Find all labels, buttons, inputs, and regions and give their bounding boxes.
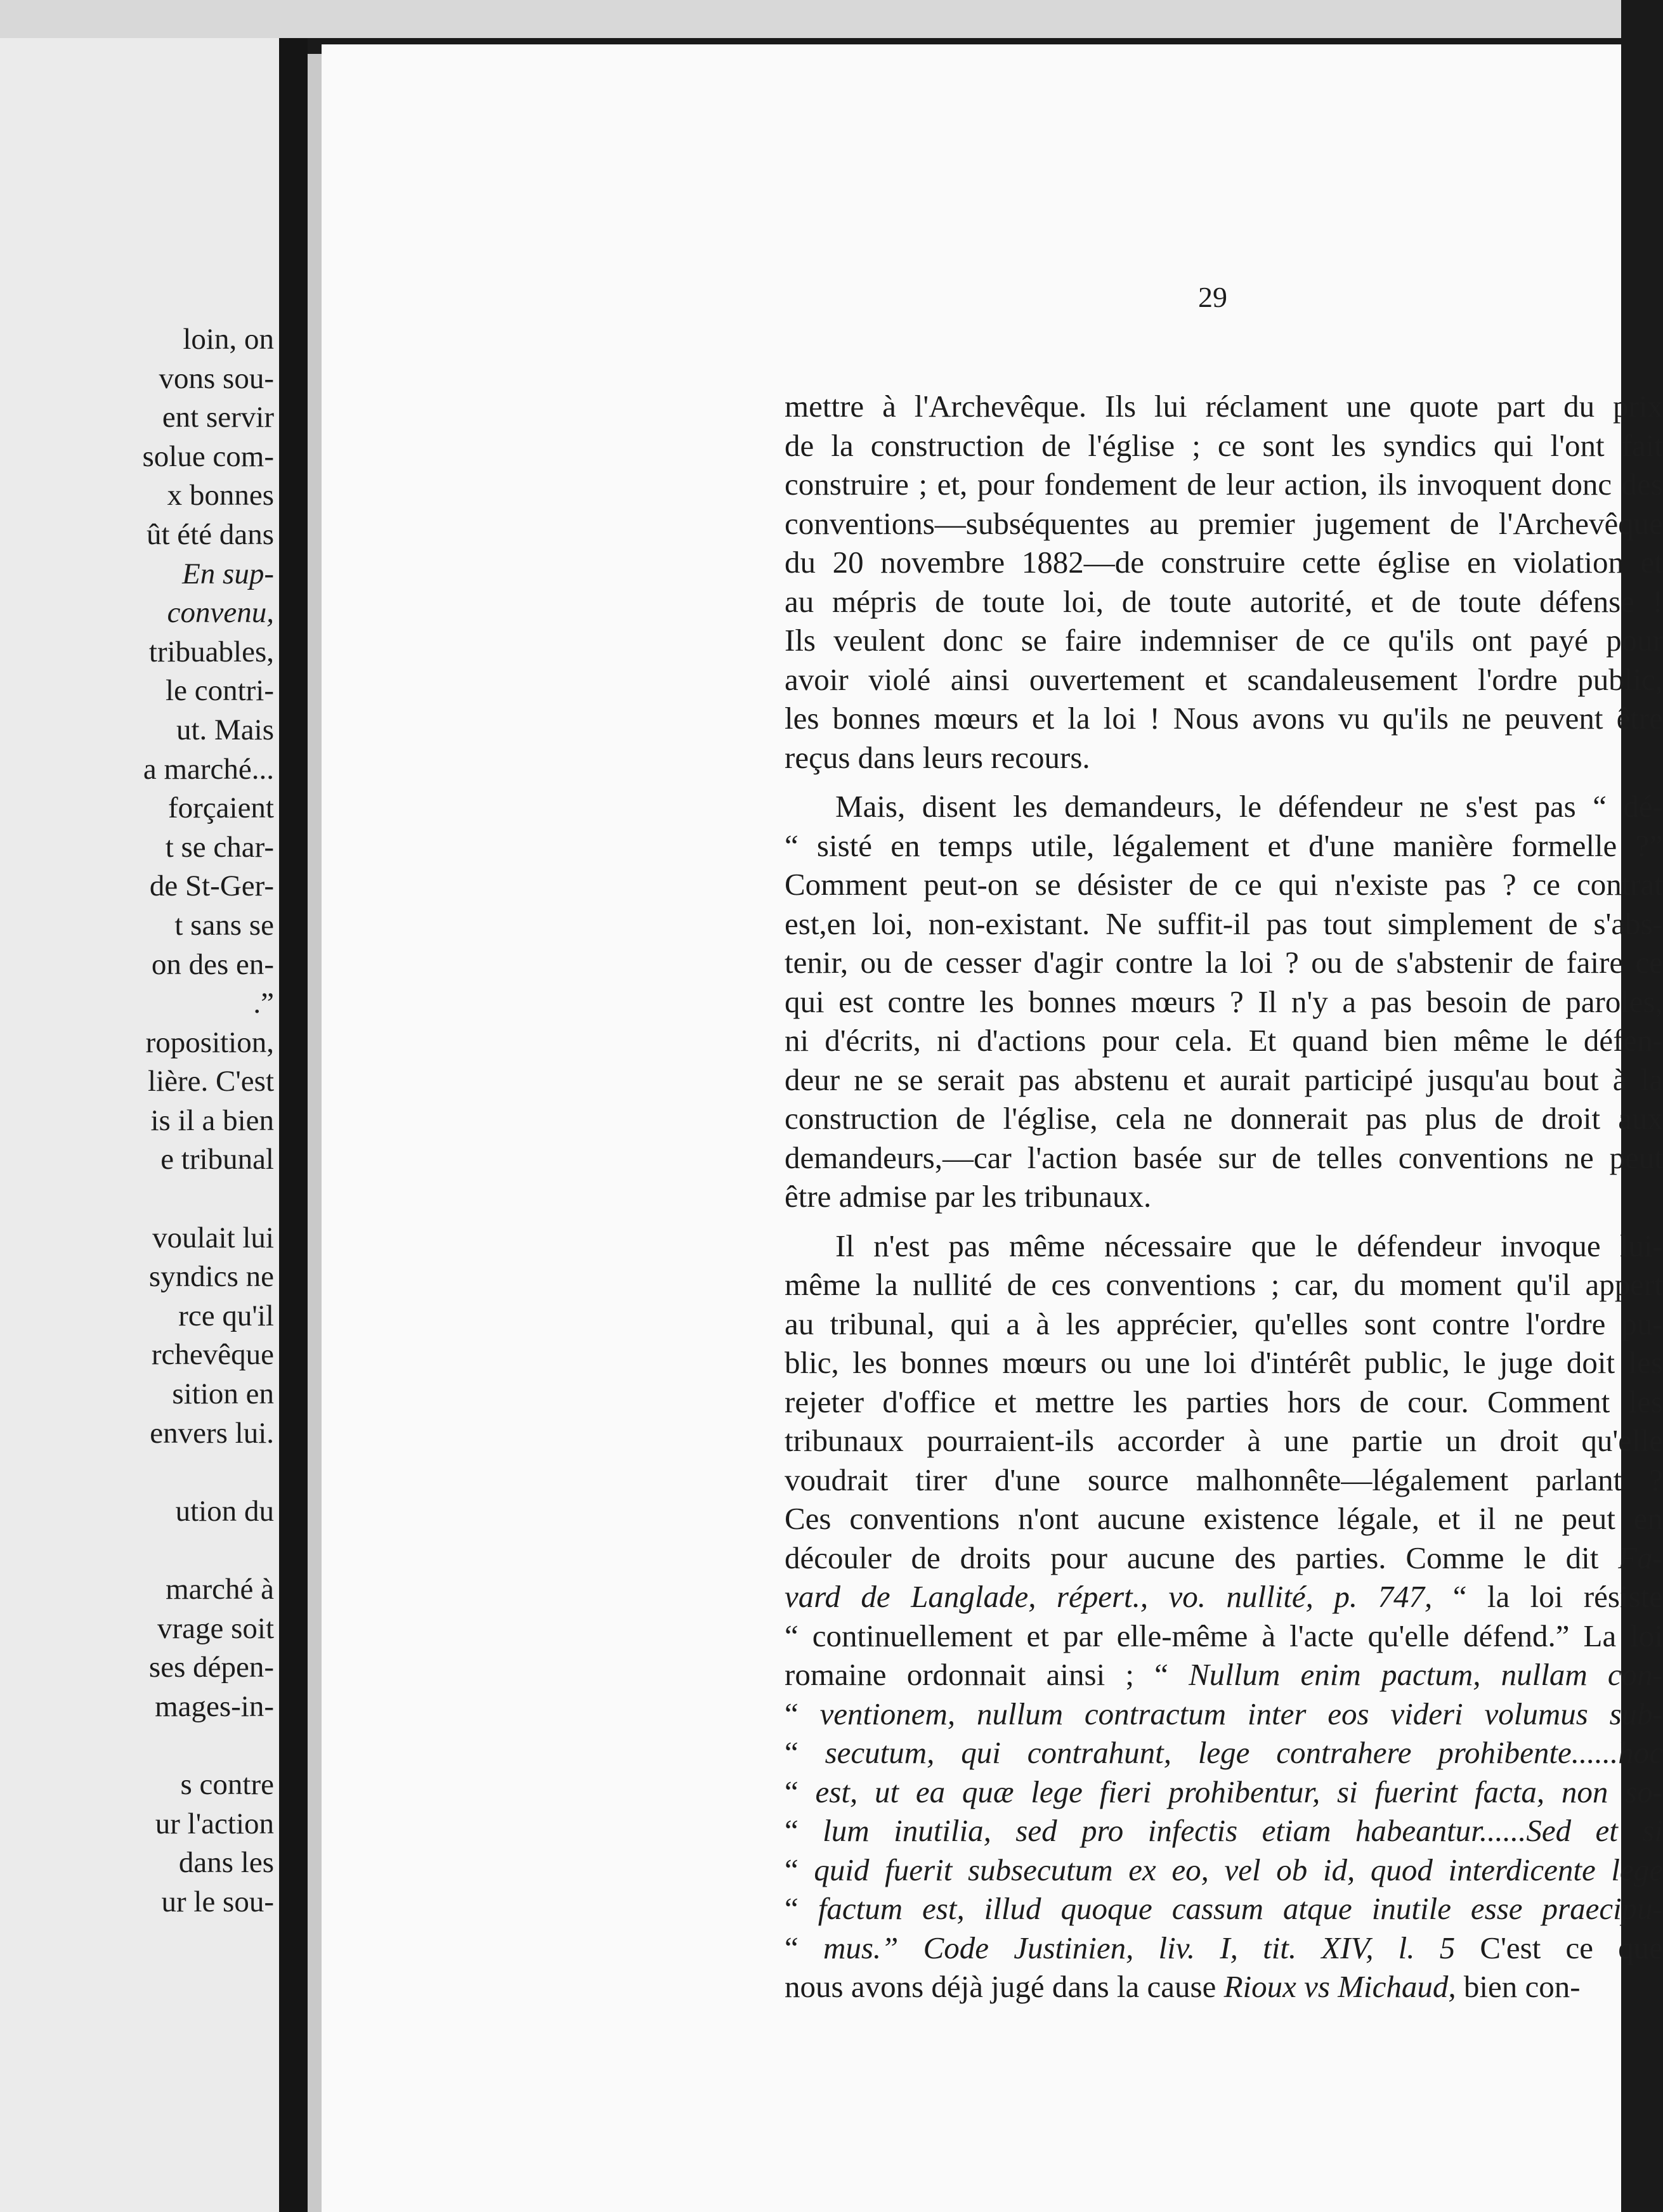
text-line: Mais, disent les demandeurs, le défendeur ne s'est pas “ dé- bbox=[835, 789, 1663, 824]
previous-page-line bbox=[8, 1180, 274, 1219]
text-line: est,en loi, non-existant. Ne suffit-il pas tout simplement de s'abs- bbox=[785, 906, 1663, 941]
text-line: “ factum est, illud quoque cassum atque inutile esse praecipu- bbox=[785, 1891, 1663, 1926]
previous-page-line: de St-Ger- bbox=[149, 869, 274, 903]
previous-page-line: rchevêque bbox=[151, 1338, 274, 1372]
previous-page-line: tribuables, bbox=[148, 635, 274, 668]
previous-page-line: s contre bbox=[180, 1767, 274, 1801]
paragraph bbox=[785, 1226, 1663, 2007]
text-line: rejeter d'office et mettre les parties hors de cour. Comment les bbox=[785, 1384, 1663, 1419]
text-line: même la nullité de ces conventions ; car, du moment qu'il appert bbox=[785, 1267, 1663, 1302]
previous-page-line: forçaient bbox=[167, 791, 274, 825]
text-line: nous avons déjà jugé dans la cause Rioux vs Michaud, bien con- bbox=[785, 1969, 1581, 2004]
text-line: voudrait tirer d'une source malhonnête—légalement parlant ? bbox=[785, 1462, 1663, 1497]
previous-page-line: is il a bien bbox=[150, 1103, 274, 1137]
text-line: les bonnes mœurs et la loi ! Nous avons vu qu'ils ne peuvent être bbox=[785, 701, 1663, 736]
previous-page-line: envers lui. bbox=[150, 1416, 274, 1450]
paragraph-gap bbox=[785, 777, 1663, 787]
previous-page-line: mages-in- bbox=[155, 1689, 274, 1723]
paragraph bbox=[785, 787, 1663, 1216]
previous-page-line: sition en bbox=[172, 1377, 274, 1411]
previous-page-line: t sans se bbox=[174, 908, 274, 942]
text-line: Ils veulent donc se faire indemniser de ce qu'ils ont payé pour bbox=[785, 623, 1663, 658]
previous-page-line: ût été dans bbox=[147, 517, 274, 551]
text-line: blic, les bonnes mœurs ou une loi d'intérêt public, le juge doit les bbox=[785, 1345, 1663, 1380]
page-edge bbox=[308, 54, 322, 2212]
text-line: demandeurs,—car l'action basée sur de telles conventions ne peut bbox=[785, 1140, 1663, 1175]
previous-page-line: ur le sou- bbox=[161, 1885, 274, 1918]
previous-page-line: ur l'action bbox=[155, 1807, 274, 1840]
text-line: construction de l'église, cela ne donnerait pas plus de droit aux bbox=[785, 1101, 1663, 1136]
previous-page-line: solue com- bbox=[142, 439, 274, 473]
text-line: avoir violé ainsi ouvertement et scandaleusement l'ordre public, bbox=[785, 661, 1663, 697]
previous-page-line: on des en- bbox=[151, 947, 274, 981]
text-line: reçus dans leurs recours. bbox=[785, 739, 1090, 775]
text-line: au mépris de toute loi, de toute autorité, et de toute défense ! bbox=[785, 583, 1663, 619]
text-line: tribunaux pourraient-ils accorder à une partie un droit qu'elle bbox=[785, 1423, 1663, 1458]
text-line: Il n'est pas même nécessaire que le défendeur invoque lui- bbox=[835, 1228, 1663, 1263]
previous-page-line bbox=[8, 1726, 274, 1766]
previous-page-line: vrage soit bbox=[157, 1611, 274, 1645]
text-line: Ces conventions n'ont aucune existence légale, et il ne peut en bbox=[785, 1501, 1663, 1536]
previous-page-line: ution du bbox=[175, 1494, 274, 1528]
text-line: “ ventionem, nullum contractum inter eos videri volumus sub- bbox=[785, 1696, 1663, 1731]
text-line: “ est, ut ea quæ lege fieri prohibentur, si fuerint facta, non so- bbox=[785, 1774, 1663, 1809]
previous-page-line: .” bbox=[253, 987, 274, 1020]
previous-page-line bbox=[8, 1453, 274, 1492]
text-line: construire ; et, pour fondement de leur action, ils invoquent donc des bbox=[785, 467, 1663, 502]
text-line: vard de Langlade, répert., vo. nullité, p. 747, “ la loi résiste bbox=[785, 1579, 1663, 1614]
previous-page-line: dans les bbox=[178, 1846, 274, 1880]
previous-page-line: roposition, bbox=[145, 1025, 274, 1059]
text-line: “ lum inutilia, sed pro infectis etiam habeantur......Sed et si bbox=[785, 1813, 1663, 1848]
previous-page-line: lière. C'est bbox=[147, 1065, 274, 1098]
text-line: ni d'écrits, ni d'actions pour cela. Et quand bien même le défen- bbox=[785, 1023, 1663, 1058]
text-line: conventions—subséquentes au premier jugement de l'Archevêque bbox=[785, 505, 1663, 541]
text-line: découler de droits pour aucune des parties. Comme le dit Fa- bbox=[785, 1540, 1663, 1575]
text-line: tenir, ou de cesser d'agir contre la loi ? ou de s'abstenir de faire ce bbox=[785, 945, 1663, 980]
previous-page-line: t se char- bbox=[165, 830, 274, 864]
text-line: “ sisté en temps utile, légalement et d'une manière formelle ?” bbox=[785, 828, 1663, 863]
text-line: romaine ordonnait ainsi ; “ Nullum enim pactum, nullam con- bbox=[785, 1657, 1663, 1692]
text-line: Comment peut-on se désister de ce qui n'existe pas ? ce contrat bbox=[785, 867, 1663, 902]
previous-page-line: ses dépen- bbox=[148, 1651, 274, 1684]
text-line: “ mus.” Code Justinien, liv. I, tit. XIV, l. 5 C'est ce que bbox=[785, 1930, 1663, 1965]
page-body-text bbox=[785, 387, 1663, 2007]
text-line: deur ne se serait pas abstenu et aurait participé jusqu'au bout à la bbox=[785, 1062, 1663, 1097]
paragraph-gap bbox=[785, 1216, 1663, 1226]
text-line: qui est contre les bonnes mœurs ? Il n'y a pas besoin de paroles, bbox=[785, 984, 1663, 1019]
text-line: de la construction de l'église ; ce sont les syndics qui l'ont fait bbox=[785, 427, 1663, 463]
previous-page-line: syndics ne bbox=[148, 1260, 274, 1294]
previous-page-line bbox=[8, 1531, 274, 1570]
previous-page-fragment bbox=[0, 38, 279, 2212]
previous-page-line: ut. Mais bbox=[176, 713, 274, 746]
previous-page-line: e tribunal bbox=[160, 1143, 274, 1176]
previous-page-line: a marché... bbox=[143, 752, 274, 786]
previous-page-line: voulait lui bbox=[152, 1221, 274, 1254]
previous-page-line: vons sou- bbox=[159, 361, 274, 395]
page-number: 29 bbox=[1198, 281, 1227, 313]
previous-page-line: convenu, bbox=[167, 596, 274, 630]
text-line: “ quid fuerit subsecutum ex eo, vel ob id, quod interdicente lege bbox=[785, 1852, 1663, 1887]
scan-top-band bbox=[0, 0, 1621, 38]
text-line: au tribunal, qui a à les apprécier, qu'elles sont contre l'ordre pu- bbox=[785, 1306, 1663, 1341]
text-line: “ secutum, qui contrahunt, lege contrahere prohibente......hoc bbox=[785, 1735, 1663, 1770]
text-line: être admise par les tribunaux. bbox=[785, 1179, 1152, 1214]
text-line: “ continuellement et par elle-même à l'acte qu'elle défend.” La loi bbox=[785, 1618, 1663, 1653]
previous-page-line: loin, on bbox=[183, 323, 274, 356]
previous-page-line: ent servir bbox=[162, 401, 274, 434]
text-line: du 20 novembre 1882—de construire cette église en violation et bbox=[785, 545, 1663, 580]
previous-page-line: le contri- bbox=[166, 674, 274, 708]
text-line: mettre à l'Archevêque. Ils lui réclament une quote part du prix bbox=[785, 389, 1663, 424]
paragraph bbox=[785, 387, 1663, 777]
previous-page-text-column bbox=[8, 320, 274, 1922]
previous-page-line: marché à bbox=[166, 1573, 274, 1606]
current-page bbox=[322, 44, 1663, 2212]
binding-gutter bbox=[279, 38, 308, 2212]
previous-page-line: En sup- bbox=[182, 557, 274, 590]
previous-page-line: x bonnes bbox=[167, 479, 274, 512]
previous-page-line: rce qu'il bbox=[178, 1299, 274, 1332]
